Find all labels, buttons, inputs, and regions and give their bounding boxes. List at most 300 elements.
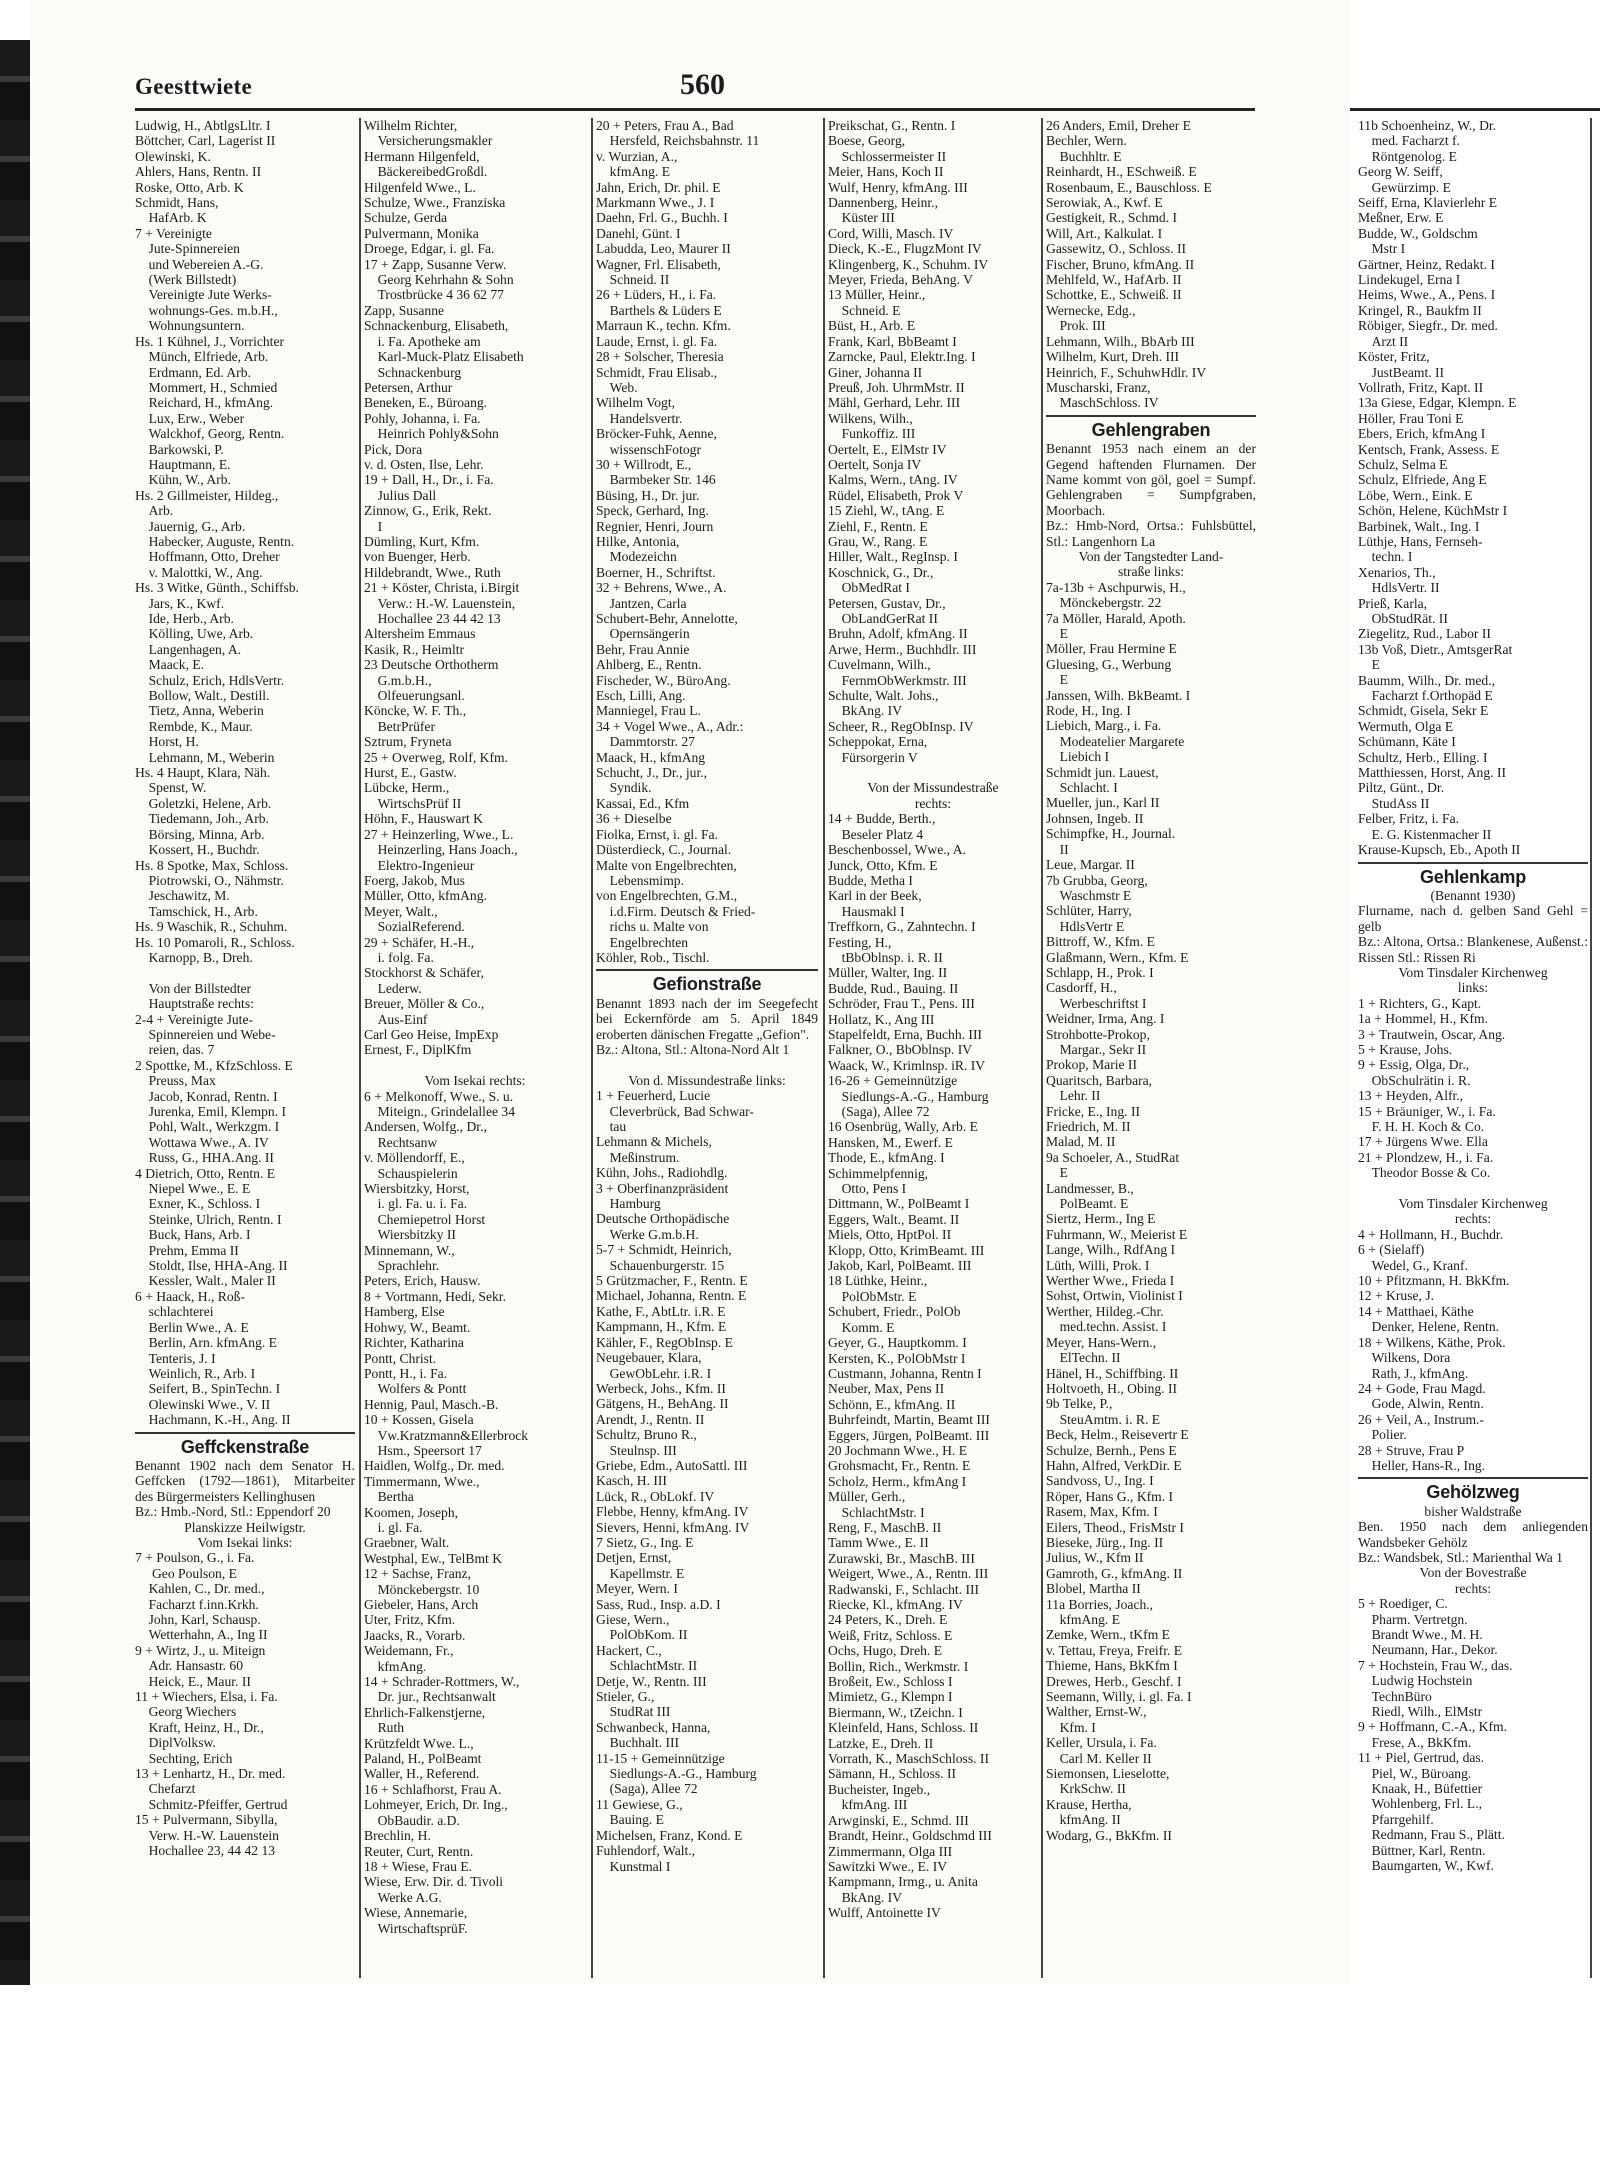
directory-entry: Cuvelmann, Wilh., xyxy=(828,657,931,673)
directory-entry: Wulf, Henry, kfmAng. III xyxy=(828,179,968,195)
street-section-title: Gehlenkamp xyxy=(1419,866,1527,887)
directory-entry: Vorrath, K., MaschSchloss. II xyxy=(828,1751,989,1767)
directory-entry: Köster, Fritz, xyxy=(1358,349,1430,365)
directory-entry: Jakob, Karl, PolBeamt. III xyxy=(828,1258,972,1274)
directory-entry: Modeatelier Margarete xyxy=(1046,733,1185,749)
directory-entry: ElTechn. II xyxy=(1046,1350,1121,1366)
directory-entry: Schultz, Bruno R., xyxy=(596,1427,697,1443)
directory-entry: Büsing, H., Dr. jur. xyxy=(596,487,700,503)
directory-entry: ObSchulrätin i. R. xyxy=(1358,1072,1471,1088)
directory-entry: Schlacht. I xyxy=(1046,780,1118,796)
directory-entry: Carl Geo Heise, ImpExp xyxy=(364,1026,499,1042)
directory-entry: 4 Dietrich, Otto, Rentn. E xyxy=(135,1165,276,1181)
directory-entry: Olewinski, K. xyxy=(135,148,211,164)
directory-entry: Kringel, R., Baukfm II xyxy=(1358,302,1482,318)
directory-entry: Fricke, E., Ing. II xyxy=(1046,1103,1140,1119)
directory-entry: Hs. 4 Haupt, Klara, Näh. xyxy=(135,765,271,781)
directory-entry: Arb. xyxy=(135,503,174,519)
directory-entry: Ludwig Hochstein xyxy=(1358,1673,1473,1689)
directory-entry: Höhn, F., Hauswart K xyxy=(364,811,483,827)
directory-entry: Riedl, Wilh., ElMstr xyxy=(1358,1704,1483,1720)
directory-entry: 9a Schoeler, A., StudRat xyxy=(1046,1149,1180,1165)
directory-entry: Peters, Erich, Hausw. xyxy=(364,1273,481,1289)
directory-entry: Gassewitz, O., Schloss. II xyxy=(1046,241,1187,257)
directory-entry: Schneid. II xyxy=(596,272,670,288)
directory-entry: TechnBüro xyxy=(1358,1688,1432,1704)
directory-entry: Preuß, Joh. UhrmMstr. II xyxy=(828,379,965,395)
directory-entry: Tietz, Anna, Weberin xyxy=(135,703,264,719)
directory-entry: Julius, W., Kfm II xyxy=(1046,1550,1144,1566)
directory-entry: Steinke, Ulrich, Rentn. I xyxy=(135,1211,282,1227)
section-rule xyxy=(135,1432,355,1434)
directory-entry: Bucheister, Ingeb., xyxy=(828,1781,931,1797)
directory-entry: Geo Poulson, E xyxy=(135,1565,237,1581)
directory-entry: Barmbeker Str. 146 xyxy=(596,472,716,488)
directory-entry: Latzke, E., Dreh. II xyxy=(828,1735,934,1751)
directory-entry: Horst, H. xyxy=(135,734,199,750)
directory-entry: ObBaudir. a.D. xyxy=(364,1812,460,1828)
adjacent-column-divider xyxy=(1590,118,1592,1978)
directory-entry: Küster III xyxy=(828,210,895,226)
directory-entry: Zinnow, G., Erik, Rekt. xyxy=(364,503,492,519)
directory-entry: Syndik. xyxy=(596,780,652,796)
directory-entry: Arzt II xyxy=(1358,333,1409,349)
directory-entry: Oertelt, E., ElMstr IV xyxy=(828,441,947,457)
directory-entry: Werbeschriftst I xyxy=(1046,995,1147,1011)
directory-entry: Otto, Pens I xyxy=(828,1181,907,1197)
directory-entry: Kunstmal I xyxy=(596,1858,671,1874)
directory-entry: i.d.Firm. Deutsch & Fried- xyxy=(596,903,756,919)
directory-entry: Michael, Johanna, Rentn. E xyxy=(596,1288,747,1304)
directory-entry: Schulte, Walt. Johs., xyxy=(828,688,939,704)
directory-entry: Ziegelitz, Rud., Labor II xyxy=(1358,626,1491,642)
directory-entry: Berlin, Arn. kfmAng. E xyxy=(135,1335,277,1351)
directory-entry: BäckereibedGroßdl. xyxy=(364,164,488,180)
directory-entry: Barbinek, Walt., Ing. I xyxy=(1358,518,1480,534)
directory-entry: Geyer, G., Hauptkomm. I xyxy=(828,1335,967,1351)
directory-entry: v. Tettau, Freya, Freifr. E xyxy=(1046,1642,1183,1658)
directory-entry: Kühn, Johs., Radiohdlg. xyxy=(596,1165,728,1181)
directory-entry: Waack, W., Krimlnsp. iR. IV xyxy=(828,1057,986,1073)
directory-entry: Trostbrücke 4 36 62 77 xyxy=(364,287,504,303)
directory-entry: Dr. jur., Rechtsanwalt xyxy=(364,1689,496,1705)
adjacent-header-rule xyxy=(1350,108,1600,111)
directory-entry: Esch, Lilli, Ang. xyxy=(596,688,686,704)
directory-entry: Kasik, R., Heimltr xyxy=(364,641,465,657)
directory-entry: Wetterhahn, A., Ing II xyxy=(135,1627,268,1643)
directory-entry: 7a Möller, Harald, Apoth. xyxy=(1046,610,1186,626)
directory-entry: 18 Lüthke, Heinr., xyxy=(828,1273,928,1289)
directory-entry: Röper, Hans G., Kfm. I xyxy=(1046,1488,1174,1504)
directory-entry: Muscharski, Franz, xyxy=(1046,379,1151,395)
directory-entry: Schulze, Wwe., Franziska xyxy=(364,195,506,211)
directory-entry: richs u. Malte von xyxy=(596,919,709,935)
direction-heading: links: xyxy=(1457,980,1489,996)
directory-entry: i. gl. Fa. xyxy=(364,1519,423,1535)
directory-entry: Köncke, W. F. Th., xyxy=(364,703,467,719)
directory-entry: Behr, Frau Annie xyxy=(596,641,690,657)
directory-entry: Cleverbrück, Bad Schwar- xyxy=(596,1103,754,1119)
directory-entry: Handelsvertr. xyxy=(596,410,683,426)
directory-entry: Jute-Spinnereien xyxy=(135,241,240,257)
directory-entry: Kraft, Heinz, H., Dr., xyxy=(135,1719,264,1735)
directory-entry: BkAng. IV xyxy=(828,1889,903,1905)
directory-entry: Matthiessen, Horst, Ang. II xyxy=(1358,765,1507,781)
directory-entry: Vereinigte Jute Werks- xyxy=(135,287,272,303)
directory-entry: 26 Anders, Emil, Dreher E xyxy=(1046,118,1191,133)
directory-entry: Ludwig, H., AbtlgsLltr. I xyxy=(135,118,271,133)
directory-entry: Bollow, Walt., Destill. xyxy=(135,688,270,704)
directory-entry: Lange, Wilh., RdfAng I xyxy=(1046,1242,1176,1258)
directory-entry: Griebe, Edm., AutoSattl. III xyxy=(596,1457,748,1473)
directory-entry: Leue, Margar. II xyxy=(1046,857,1135,873)
directory-entry: 14 + Matthaei, Käthe xyxy=(1358,1303,1474,1319)
directory-entry: 14 + Schrader-Rottmers, W., xyxy=(364,1674,520,1690)
directory-entry: Barthels & Lüders E xyxy=(596,302,722,318)
directory-entry: Gode, Alwin, Rentn. xyxy=(1358,1396,1484,1412)
directory-entry: 34 + Vogel Wwe., A., Adr.: xyxy=(596,718,744,734)
directory-entry: Wedel, G., Kranf. xyxy=(1358,1257,1468,1273)
directory-entry: Krause, Hertha, xyxy=(1046,1796,1132,1812)
directory-entry: 10 + Kossen, Gisela xyxy=(364,1412,474,1428)
directory-entry: Wernecke, Edg., xyxy=(1046,302,1136,318)
directory-entry: Müller, Walter, Ing. II xyxy=(828,965,948,981)
directory-entry: Liebich, Marg., i. Fa. xyxy=(1046,718,1162,734)
directory-entry: und Webereien A.-G. xyxy=(135,256,264,272)
directory-entry: Neumann, Har., Dekor. xyxy=(1358,1642,1498,1658)
directory-entry: BkAng. IV xyxy=(828,703,903,719)
column-divider xyxy=(359,118,361,1978)
directory-entry: Detjen, Ernst, xyxy=(596,1550,672,1566)
directory-entry: Giese, Wern., xyxy=(596,1612,670,1627)
directory-entry: Wagner, Frl. Elisabeth, xyxy=(596,256,721,272)
directory-entry: Schön, Helene, KüchMstr I xyxy=(1358,503,1508,519)
directory-entry: Karl in der Beek, xyxy=(828,888,922,904)
directory-entry: Hs. 8 Spotke, Max, Schloss. xyxy=(135,857,289,873)
page-number: 560 xyxy=(680,68,725,101)
directory-entry: Michelsen, Franz, Kond. E xyxy=(596,1827,743,1843)
directory-entry: Manniegel, Frau L. xyxy=(596,703,701,719)
directory-entry: Theodor Bosse & Co. xyxy=(1358,1165,1491,1181)
directory-entry: Schulz, Erich, HdlsVertr. xyxy=(135,672,285,688)
directory-entry: Verw.: H.-W. Lauenstein, xyxy=(364,595,516,611)
directory-entry: Wilkens, Dora xyxy=(1358,1350,1451,1366)
directory-entry: Tenteris, J. I xyxy=(135,1350,216,1366)
directory-entry: Altersheim Emmaus xyxy=(364,626,476,642)
directory-entry: Heick, E., Maur. II xyxy=(135,1673,251,1689)
directory-entry: Ebers, Erich, kfmAng I xyxy=(1358,426,1486,442)
directory-entry: WirtschaftsprüF. xyxy=(364,1920,468,1936)
directory-entry: Thieme, Hans, BkKfm I xyxy=(1046,1658,1178,1674)
directory-entry: Pharm. Vertretgn. xyxy=(1358,1611,1468,1627)
directory-entry: Janssen, Wilh. BkBeamt. I xyxy=(1046,687,1191,703)
directory-entry: HdlsVertr. II xyxy=(1358,580,1440,596)
directory-entry: 7 + Hochstein, Frau W., das. xyxy=(1358,1657,1513,1673)
directory-entry: Stockhorst & Schäfer, xyxy=(364,965,484,981)
direction-heading: Von d. Missundestraße links: xyxy=(628,1072,786,1088)
directory-entry: Vw.Kratzmann&Ellerbrock xyxy=(364,1427,529,1443)
directory-entry: von Buenger, Herb. xyxy=(364,549,471,565)
directory-entry: Felber, Fritz, i. Fa. xyxy=(1358,811,1460,827)
directory-entry: Wilhelm, Kurt, Dreh. III xyxy=(1046,349,1180,365)
adjacent-page-column xyxy=(1358,118,1588,1978)
directory-entry: med.techn. Assist. I xyxy=(1046,1319,1167,1335)
directory-entry: Malte von Engelbrechten, xyxy=(596,857,737,873)
directory-entry: Waschmstr E xyxy=(1046,887,1132,903)
directory-entry: 11 + Piel, Gertrud, das. xyxy=(1358,1750,1485,1766)
street-description: Bz.: Altona, Ortsa.: Blankenese, Außenst.: Rissen Stl.: Rissen Ri xyxy=(1358,934,1588,965)
directory-entry: Serowiak, A., Kwf. E xyxy=(1046,195,1163,211)
directory-entry: wohnungs-Ges. m.b.H., xyxy=(135,302,278,318)
directory-entry: Schimpfke, H., Journal. xyxy=(1046,826,1176,842)
directory-entry: Zimmermann, Olga III xyxy=(828,1843,953,1859)
directory-entry: Petersen, Gustav, Dr., xyxy=(828,595,946,611)
directory-entry: Weiß, Fritz, Schloss. E xyxy=(828,1627,953,1643)
directory-entry: 11 Gewiese, G., xyxy=(596,1796,683,1812)
directory-entry: 36 + Dieselbe xyxy=(596,811,672,827)
directory-entry: E xyxy=(1046,1165,1068,1181)
directory-entry: Schmidt, Frau Elisab., xyxy=(596,364,718,380)
directory-entry: DiplVolksw. xyxy=(135,1735,216,1751)
directory-entry: Von der Billstedter xyxy=(135,980,252,996)
directory-entry: Reng, F., MaschB. II xyxy=(828,1519,942,1535)
directory-entry: Brandt, Heinr., Goldschmd III xyxy=(828,1828,992,1844)
directory-entry: Siedlungs-A.-G., Hamburg xyxy=(596,1766,757,1782)
directory-entry: Knaak, H., Büfettier xyxy=(1358,1781,1483,1797)
directory-entry: 1 + Richters, G., Kapt. xyxy=(1358,995,1482,1011)
directory-entry: Flebbe, Henny, kfmAng. IV xyxy=(596,1504,749,1520)
directory-entry: Liebich I xyxy=(1046,749,1110,765)
directory-entry: 3 + Oberfinanzpräsident xyxy=(596,1180,729,1196)
directory-entry: 6 + (Sielaff) xyxy=(1358,1242,1425,1258)
directory-column-2 xyxy=(364,118,586,1978)
directory-entry: Hennig, Paul, Masch.-B. xyxy=(364,1396,499,1412)
directory-entry: Hauptmann, E. xyxy=(135,456,231,472)
directory-entry: Wilhelm Vogt, xyxy=(596,395,676,411)
directory-entry: Bollin, Rich., Werkmstr. I xyxy=(828,1658,969,1674)
directory-entry: Buck, Hans, Arb. I xyxy=(135,1227,251,1243)
street-description: Flurname, nach d. gelben Sand Gehl = gelb xyxy=(1358,903,1588,934)
directory-entry: Sohst, Ortwin, Violinist I xyxy=(1046,1288,1183,1304)
directory-entry: Giebeler, Hans, Arch xyxy=(364,1597,479,1612)
directory-entry: Klopp, Otto, KrimBeamt. III xyxy=(828,1242,985,1258)
directory-entry: Opernsängerin xyxy=(596,626,690,642)
street-description: Benannt 1893 nach der im Seegefecht bei Eckernförde am 5. April 1849 eroberten dänischen Fregatte „Gefion". xyxy=(596,995,818,1042)
directory-entry: Lehmann & Michels, xyxy=(596,1134,712,1150)
directory-entry: Maack, E. xyxy=(135,657,205,673)
directory-entry: Pick, Dora xyxy=(364,441,423,457)
directory-entry: Biermann, W., tZeichn. I xyxy=(828,1704,963,1720)
directory-entry: Niepel Wwe., E. E xyxy=(135,1181,251,1197)
directory-entry: Hs. 2 Gillmeister, Hildeg., xyxy=(135,487,279,503)
directory-entry: 7 + Poulson, G., i. Fa. xyxy=(135,1550,255,1566)
directory-entry: E xyxy=(1046,672,1068,688)
directory-entry: Hackert, C., xyxy=(596,1642,662,1658)
directory-entry: Daehn, Frl. G., Buchh. I xyxy=(596,210,728,226)
directory-entry: Aus-Einf xyxy=(364,1011,428,1027)
directory-entry: Schröder, Frau T., Pens. III xyxy=(828,996,975,1012)
directory-entry: Cord, Willi, Masch. IV xyxy=(828,225,954,241)
directory-entry: Beck, Helm., Reisevertr E xyxy=(1046,1427,1189,1443)
directory-entry: 13 + Lenhartz, H., Dr. med. xyxy=(135,1766,286,1782)
directory-entry: Budde, W., Goldschm xyxy=(1358,225,1478,241)
directory-entry: Eggers, Walt., Beamt. II xyxy=(828,1211,960,1227)
directory-entry: Schmidt, Gisela, Sekr E xyxy=(1358,703,1489,719)
directory-entry: Eggers, Jürgen, PolBeamt. III xyxy=(828,1427,990,1443)
directory-entry: Waller, H., Referend. xyxy=(364,1766,480,1782)
directory-entry: Wohnungsuntern. xyxy=(135,318,245,334)
directory-entry: 13 + Heyden, Alfr., xyxy=(1358,1088,1464,1104)
direction-heading: bisher Waldstraße xyxy=(1424,1503,1522,1519)
directory-entry: Kentsch, Frank, Assess. E xyxy=(1358,441,1500,457)
directory-entry: PolObKom. II xyxy=(596,1627,688,1643)
running-head-street: Geesttwiete xyxy=(135,74,252,99)
directory-entry: kfmAng. II xyxy=(1046,1812,1121,1828)
direction-heading: Vom Tinsdaler Kirchenweg xyxy=(1398,1196,1548,1212)
directory-entry: Andersen, Wolfg., Dr., xyxy=(364,1119,487,1135)
directory-entry: 32 + Behrens, Wwe., A. xyxy=(596,580,727,596)
column-divider xyxy=(823,118,825,1978)
direction-heading: Von der Tangstedter Land- xyxy=(1078,548,1224,564)
directory-entry: i. folg. Fa. xyxy=(364,949,434,965)
direction-heading: Vom Isekai rechts: xyxy=(424,1073,526,1089)
directory-entry: Schulze, Gerda xyxy=(364,210,448,226)
directory-entry: 1 + Feuerherd, Lucie xyxy=(596,1088,711,1104)
directory-entry: Dieck, K.-E., FlugzMont IV xyxy=(828,241,982,257)
directory-entry: Wiese, Erw. Dir. d. Tivoli xyxy=(364,1874,504,1890)
directory-entry: Werther Wwe., Frieda I xyxy=(1046,1273,1175,1289)
directory-entry: Will, Art., Kalkulat. I xyxy=(1046,225,1163,241)
directory-entry: Koomen, Joseph, xyxy=(364,1504,459,1520)
directory-entry: 23 Deutsche Orthotherm xyxy=(364,657,499,673)
directory-entry: E. G. Kistenmacher II xyxy=(1358,826,1492,842)
directory-entry: Baumm, Wilh., Dr. med., xyxy=(1358,672,1496,688)
directory-entry: Pfarrgehilf. xyxy=(1358,1811,1434,1827)
directory-entry: Meyer, Hans-Wern., xyxy=(1046,1334,1157,1350)
direction-heading: (Benannt 1930) xyxy=(1430,887,1516,903)
directory-entry: Marraun K., techn. Kfm. xyxy=(596,318,731,334)
directory-entry: 9 + Essig, Olga, Dr., xyxy=(1358,1057,1470,1073)
directory-entry: Falkner, O., BbOblnsp. IV xyxy=(828,1042,973,1058)
street-section-title: Gefionstraße xyxy=(652,974,762,995)
directory-entry: Kersten, K., PolObMstr I xyxy=(828,1350,966,1366)
directory-entry: Blobel, Martha II xyxy=(1046,1581,1141,1597)
directory-entry: wissenschFotogr xyxy=(596,441,701,457)
directory-entry: Prokop, Marie II xyxy=(1046,1057,1137,1073)
directory-entry: Werke G.m.b.H. xyxy=(596,1226,699,1242)
directory-entry: Paland, H., PolBeamt xyxy=(364,1751,482,1767)
directory-entry: Kölling, Uwe, Arb. xyxy=(135,626,254,642)
directory-entry: Ahlberg, E., Rentn. xyxy=(596,657,702,673)
directory-entry: Mstr I xyxy=(1358,241,1406,257)
directory-entry: Koschnick, G., Dr., xyxy=(828,564,934,580)
directory-entry: John, Karl, Schausp. xyxy=(135,1612,261,1627)
directory-entry: 9b Telke, P., xyxy=(1046,1396,1113,1412)
directory-entry: tau xyxy=(596,1119,627,1134)
directory-entry: 7 Sietz, G., Ing. E xyxy=(596,1534,694,1550)
street-description: Benannt 1953 nach einem an der Gegend haftenden Flurnamen. Der Name kommt von göl, goel = Sumpf. Gehlengraben = Sumpfgraben, Moorbach. xyxy=(1046,441,1256,518)
directory-entry: Mueller, jun., Karl II xyxy=(1046,795,1160,811)
directory-entry: 13a Giese, Edgar, Klempn. E xyxy=(1358,395,1517,411)
directory-entry: 9 + Wirtz, J., u. Miteign xyxy=(135,1642,266,1658)
directory-entry: 5 + Roediger, C. xyxy=(1358,1596,1448,1612)
directory-entry: Seifert, B., SpinTechn. I xyxy=(135,1381,281,1397)
street-section-title: Gehölzweg xyxy=(1426,1482,1520,1503)
directory-entry: Bertha xyxy=(364,1489,414,1505)
directory-entry: Kfm. I xyxy=(1046,1719,1096,1735)
directory-entry: 12 + Kruse, J. xyxy=(1358,1288,1435,1304)
directory-entry: Julius Dall xyxy=(364,487,437,503)
directory-entry: Köhler, Rob., Tischl. xyxy=(596,949,710,965)
direction-heading: Von der Bovestraße xyxy=(1419,1565,1527,1581)
directory-entry: Arwe, Herm., Buchhdlr. III xyxy=(828,641,977,657)
directory-entry: II xyxy=(1046,841,1069,857)
directory-entry: Hoffmann, Otto, Dreher xyxy=(135,549,280,565)
directory-entry: Stoldt, Ilse, HHA-Ang. II xyxy=(135,1258,288,1274)
directory-entry: Hildebrandt, Wwe., Ruth xyxy=(364,564,501,580)
directory-entry: 16 Osenbrüg, Wally, Arb. E xyxy=(828,1119,978,1135)
directory-entry: Schneid. E xyxy=(828,302,901,318)
directory-entry: Pohly, Johanna, i. Fa. xyxy=(364,410,481,426)
directory-entry: Foerg, Jakob, Mus xyxy=(364,872,465,888)
directory-entry: Olfeuerungsanl. xyxy=(364,688,465,704)
directory-entry: Zemke, Wern., tKfm E xyxy=(1046,1627,1170,1643)
directory-entry: Krützfeldt Wwe. L., xyxy=(364,1735,474,1751)
directory-entry: Wiese, Annemarie, xyxy=(364,1905,468,1921)
street-description: Ben. 1950 nach dem anliegenden Wandsbeker Gehölz xyxy=(1358,1519,1588,1550)
directory-entry: Beneken, E., Büroang. xyxy=(364,395,488,411)
directory-entry: Lübcke, Herm., xyxy=(364,780,450,796)
directory-entry: Jaacks, R., Vorarb. xyxy=(364,1627,466,1643)
directory-entry: Lehmann, M., Weberin xyxy=(135,749,275,765)
directory-entry: 20 Jochmann Wwe., H. E xyxy=(828,1442,968,1458)
directory-entry: v. Malottki, W., Ang. xyxy=(135,564,263,580)
directory-entry: Eilers, Theod., FrisMstr I xyxy=(1046,1519,1184,1535)
directory-entry: GewObLehr. i.R. I xyxy=(596,1365,712,1381)
street-description: Bz.: Hmb.-Nord, Stl.: Eppendorf 20 xyxy=(135,1504,331,1520)
directory-entry: 3 + Trautwein, Oscar, Ang. xyxy=(1358,1026,1506,1042)
directory-entry: 6 + Melkonoff, Wwe., S. u. xyxy=(364,1088,514,1104)
directory-entry: reien, das. 7 xyxy=(135,1042,215,1058)
directory-entry: Zarncke, Paul, Elektr.Ing. I xyxy=(828,349,976,365)
directory-entry: Sawitzki Wwe., E. IV xyxy=(828,1858,948,1874)
directory-entry: Dümling, Kurt, Kfm. xyxy=(364,533,480,549)
directory-entry: Hahn, Alfred, VerkDir. E xyxy=(1046,1457,1182,1473)
directory-entry: Sämann, H., Schloss. II xyxy=(828,1766,956,1782)
directory-entry: Bauing. E xyxy=(596,1812,664,1828)
direction-heading: rechts: xyxy=(1454,1580,1492,1596)
directory-entry: Schulz, Selma E xyxy=(1358,456,1448,472)
street-description: Bz.: Wandsbek, Stl.: Marienthal Wa 1 xyxy=(1358,1549,1563,1565)
directory-entry: Wilhelm Richter, xyxy=(364,118,458,133)
directory-entry: Röntgenolog. E xyxy=(1358,148,1457,164)
directory-entry: 7b Grubba, Georg, xyxy=(1046,872,1148,888)
directory-entry: Karl-Muck-Platz Elisabeth xyxy=(364,349,524,365)
directory-entry: 26 + Veil, A., Instrum.- xyxy=(1358,1411,1484,1427)
directory-entry: Oertelt, Sonja IV xyxy=(828,456,922,472)
directory-entry: Komm. E xyxy=(828,1319,895,1335)
directory-entry: 20 + Peters, Frau A., Bad xyxy=(596,118,734,133)
directory-entry: WirtschsPrüf II xyxy=(364,795,462,811)
directory-entry: Arwginski, E., Schmd. III xyxy=(828,1812,969,1828)
direction-heading: Vom Tinsdaler Kirchenweg xyxy=(1398,964,1548,980)
directory-entry: Habecker, Auguste, Rentn. xyxy=(135,533,295,549)
directory-entry: PolBeamt. E xyxy=(1046,1196,1129,1212)
directory-entry: Buchhalt. III xyxy=(596,1735,680,1751)
directory-entry: Pohl, Walt., Werkzgm. I xyxy=(135,1119,280,1135)
directory-entry: Schmitz-Pfeiffer, Gertrud xyxy=(135,1796,288,1812)
directory-entry: 15 + Bräuniger, W., i. Fa. xyxy=(1358,1103,1496,1119)
